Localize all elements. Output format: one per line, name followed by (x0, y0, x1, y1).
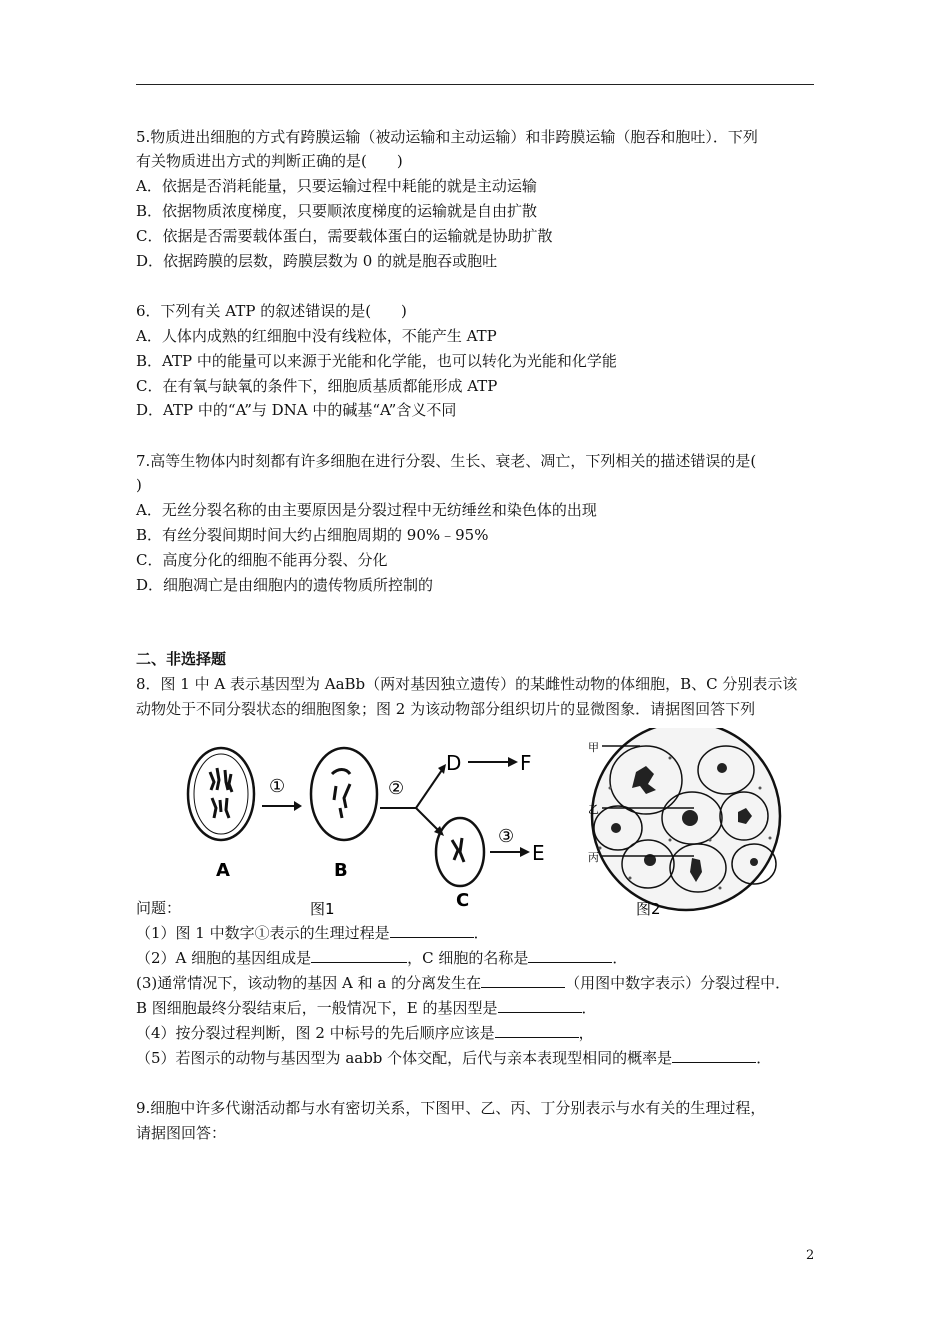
q5-stem-line2: 有关物质进出方式的判断正确的是( ) (136, 152, 403, 170)
micrograph (592, 728, 780, 910)
q7-option-a: A．无丝分裂名称的由主要原因是分裂过程中无纺缍丝和染色体的出现 (136, 501, 597, 519)
answer-blank-2[interactable] (311, 948, 407, 963)
cell-c-label: C (456, 890, 470, 911)
q6-option-d: D．ATP 中的“A”与 DNA 中的碱基“A”含义不同 (136, 401, 457, 419)
q8-sub3: (3)通常情况下，该动物的基因 A 和 a 的分离发生在 （用图中数字表示）分裂过程中． (136, 974, 791, 992)
answer-blank-7[interactable] (672, 1048, 756, 1063)
step-3-label: ③ (498, 826, 515, 847)
cell-b-label: B (334, 860, 348, 881)
node-e-label: E (532, 841, 545, 865)
q7-option-c: C．高度分化的细胞不能再分裂、分化 (136, 551, 388, 569)
answer-blank-4[interactable] (481, 973, 565, 988)
q5-option-d: D．依据跨膜的层数，跨膜层数为 0 的就是胞吞或胞吐 (136, 252, 498, 270)
step-2-label: ② (388, 778, 405, 799)
q8-sub4: （4）按分裂过程判断，图 2 中标号的先后顺序应该是 ， (136, 1024, 594, 1042)
answer-blank-5[interactable] (498, 998, 582, 1013)
answer-blank-1[interactable] (390, 923, 474, 938)
node-d-label: D (446, 751, 462, 775)
cell-c-diagram (436, 818, 484, 886)
q8-sub3-cont: B 图细胞最终分裂结束后，一般情况下，E 的基因型是 ． (136, 999, 597, 1017)
figure-1-caption: 图1 (310, 900, 335, 918)
q5-stem-line1: 5.物质进出细胞的方式有跨膜运输（被动运输和主动运输）和非跨膜运输（胞吞和胞吐）．下列 (136, 128, 758, 146)
q6-stem: 6．下列有关 ATP 的叙述错误的是( ) (136, 302, 407, 320)
cell-a-label: A (216, 860, 230, 881)
cell-division-figure (170, 728, 800, 920)
q8-stem-line2: 动物处于不同分裂状态的细胞图象；图 2 为该动物部分组织切片的显微图象．请据图回答下列 (136, 700, 756, 718)
q8-sub1: （1）图 1 中数字①表示的生理过程是 ． (136, 924, 489, 942)
node-f-label: F (520, 751, 532, 775)
q5-option-a: A．依据是否消耗能量，只要运输过程中耗能的就是主动运输 (136, 177, 537, 195)
q6-option-c: C．在有氧与缺氧的条件下，细胞质基质都能形成 ATP (136, 377, 498, 395)
answer-blank-6[interactable] (495, 1023, 579, 1038)
label-bing: 丙 (588, 851, 599, 864)
cell-a-diagram (188, 748, 254, 840)
section-title: 二、非选择题 (136, 650, 227, 668)
q7-option-d: D．细胞凋亡是由细胞内的遗传物质所控制的 (136, 576, 434, 594)
label-jia: 甲 (588, 741, 599, 754)
q8-stem-line1: 8．图 1 中 A 表示基因型为 AaBb（两对基因独立遗传）的某雌性动物的体细胞，B、C 分别表示该 (136, 675, 798, 693)
answer-blank-3[interactable] (528, 948, 612, 963)
q5-option-c: C．依据是否需要载体蛋白，需要载体蛋白的运输就是协助扩散 (136, 227, 553, 245)
q8-stem-line3: 问题： (136, 899, 182, 917)
q5-option-b: B．依据物质浓度梯度，只要顺浓度梯度的运输就是自由扩散 (136, 202, 538, 220)
q9-stem-line1: 9.细胞中许多代谢活动都与水有密切关系，下图甲、乙、丙、丁分别表示与水有关的生理过程， (136, 1099, 766, 1117)
q9-stem-line2: 请据图回答： (136, 1124, 227, 1142)
q8-sub5: （5）若图示的动物与基因型为 aabb 个体交配，后代与亲本表现型相同的概率是 ． (136, 1049, 772, 1067)
step-1-label: ① (269, 776, 286, 797)
cell-b-diagram (311, 748, 377, 840)
page-number: 2 (806, 1248, 815, 1263)
q7-stem-line2: ) (136, 476, 142, 494)
figure-2-caption: 图2 (636, 900, 661, 918)
q6-option-b: B．ATP 中的能量可以来源于光能和化学能，也可以转化为光能和化学能 (136, 352, 617, 370)
q7-option-b: B．有丝分裂间期时间大约占细胞周期的 90%﹣95% (136, 526, 489, 544)
header-rule (136, 84, 814, 85)
q7-stem-line1: 7.高等生物体内时刻都有许多细胞在进行分裂、生长、衰老、凋亡，下列相关的描述错误的是( (136, 452, 757, 470)
q8-sub2: （2）A 细胞的基因组成是 ，C 细胞的名称是 ． (136, 949, 628, 967)
label-yi: 乙 (588, 803, 599, 816)
q6-option-a: A．人体内成熟的红细胞中没有线粒体，不能产生 ATP (136, 327, 497, 345)
